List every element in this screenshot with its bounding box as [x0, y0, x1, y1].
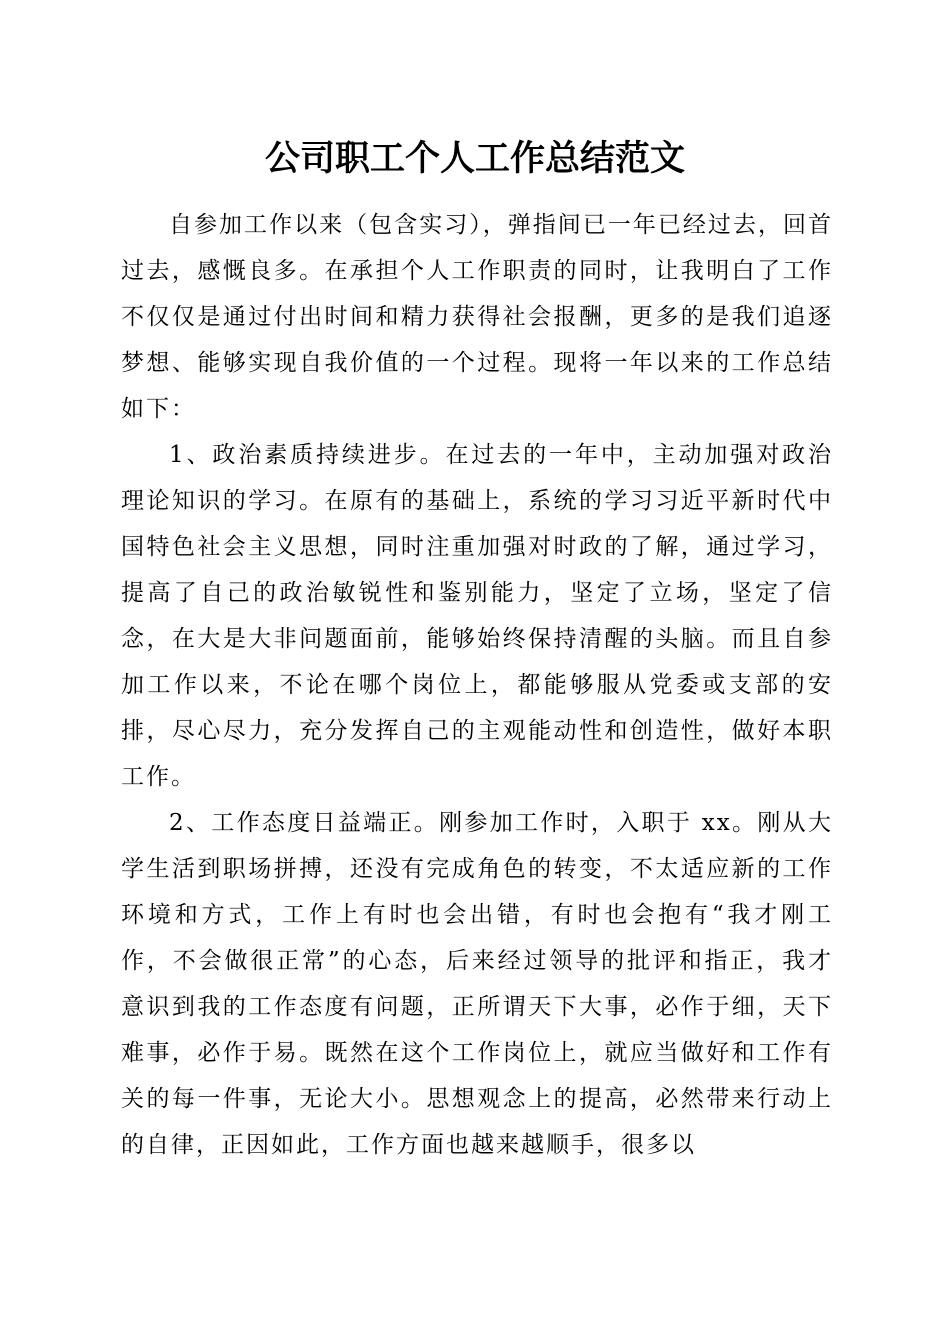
- paragraph-political-quality: 1、政治素质持续进步。在过去的一年中，主动加强对政治理论知识的学习。在原有的基础上，系统的学习习近平新时代中国特色社会主义思想，同时注重加强对时政的了解，通过学习，提高了自己的政治敏锐性和鉴别能力，坚定了立场，坚定了信念，在大是大非问题面前，能够始终保持清醒的头脑。而且自参加工作以来，不论在哪个岗位上，都能够服从党委或支部的安排，尽心尽力，充分发挥自己的主观能动性和创造性，做好本职工作。: [121, 442, 833, 790]
- paragraph-work-attitude: 2、工作态度日益端正。刚参加工作时，入职于 xx。刚从大学生活到职场拼搏，还没有完成角色的转变，不太适应新的工作环境和方式，工作上有时也会出错，有时也会抱有“我才刚工作，不会做很正常”的心态，后来经过领导的批评和指正，我才意识到我的工作态度有问题，正所谓天下大事，必作于细，天下难事，必作于易。既然在这个工作岗位上，就应当做好和工作有关的每一件事，无论大小。思想观念上的提高，必然带来行动上的自律，正因如此，工作方面也越来越顺手，很多以: [121, 810, 833, 1158]
- document-title: 公司职工个人工作总结范文: [264, 138, 685, 179]
- paragraph-intro: 自参加工作以来（包含实习），弹指间已一年已经过去，回首过去，感慨良多。在承担个人工作职责的同时，让我明白了工作不仅仅是通过付出时间和精力获得社会报酬，更多的是我们追逐梦想、能够实现自我价值的一个过程。现将一年以来的工作总结如下：: [121, 212, 833, 422]
- document-body: [121, 202, 833, 1168]
